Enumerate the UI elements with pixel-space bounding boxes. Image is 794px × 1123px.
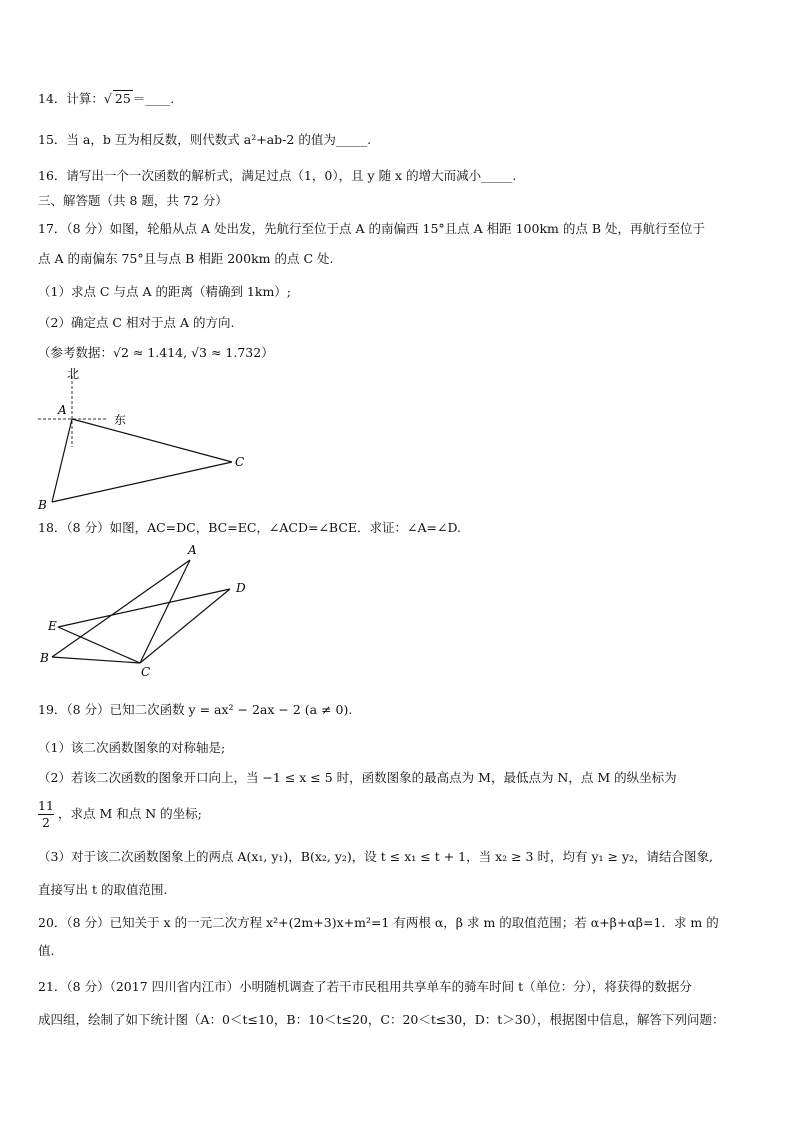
segment-bc xyxy=(52,657,140,663)
question-19-part1: （1）该二次函数图象的对称轴是; xyxy=(38,740,226,755)
label-d: D xyxy=(236,581,246,595)
label-b: B xyxy=(38,498,47,512)
segment-bc xyxy=(52,462,232,502)
segment-ec xyxy=(58,627,140,663)
question-17-part1: （1）求点 C 与点 A 的距离（精确到 1km）; xyxy=(38,284,292,299)
fraction xyxy=(38,798,54,831)
q18-figure xyxy=(30,540,270,680)
label-a: A xyxy=(58,403,67,417)
question-20-line2: 值. xyxy=(38,943,55,958)
question-17-reference: （参考数据：√2 ≈ 1.414, √3 ≈ 1.732） xyxy=(38,345,274,360)
segment-ac xyxy=(140,560,190,663)
section-heading: 三、解答题（共 8 题，共 72 分） xyxy=(38,193,228,208)
label-east: 东 xyxy=(114,413,127,427)
label-north: 北 xyxy=(67,367,80,381)
question-17-part2: （2）确定点 C 相对于点 A 的方向. xyxy=(38,315,235,330)
q17-figure xyxy=(30,362,260,512)
question-19-part2-continued: ，求点 M 和点 N 的坐标; xyxy=(58,806,202,821)
fraction-numerator: 11 xyxy=(38,798,54,813)
label-c: C xyxy=(235,455,245,469)
question-21-line2: 成四组，绘制了如下统计图（A：0＜t≤10，B：10＜t≤20，C：20＜t≤30，D：t＞30），根据图中信息，解答下列问题： xyxy=(38,1012,725,1027)
question-17-line2: 点 A 的南偏东 75°且与点 B 相距 200km 的点 C 处. xyxy=(38,251,334,266)
segment-dc xyxy=(140,589,230,663)
question-14 xyxy=(38,90,174,107)
sqrt-symbol: √ xyxy=(103,91,112,106)
question-19-part2: （2）若该二次函数的图象开口向上，当 −1 ≤ x ≤ 5 时，函数图象的最高点为 M，最低点为 N，点 M 的纵坐标为 xyxy=(38,770,677,785)
segment-ac xyxy=(72,419,232,462)
label-c: C xyxy=(141,665,151,679)
question-18: 18．（8 分）如图，AC=DC，BC=EC，∠ACD=∠BCE．求证：∠A=∠D. xyxy=(38,520,462,535)
question-16: 16．请写出一个一次函数的解析式，满足过点（1，0），且 y 随 x 的增大而减小_____. xyxy=(38,168,517,183)
question-15: 15．当 a，b 互为相反数，则代数式 a²+ab-2 的值为_____. xyxy=(38,132,372,147)
question-21-line1: 21．（8 分）（2017 四川省内江市）小明随机调查了若干市民租用共享单车的骑车时间 t（单位：分），将获得的数据分 xyxy=(38,979,692,994)
segment-ed xyxy=(58,589,230,627)
question-19: 19．（8 分）已知二次函数 y = ax² − 2ax − 2 (a ≠ 0). xyxy=(38,702,353,717)
label-b: B xyxy=(40,651,49,665)
question-17-line1: 17．（8 分）如图，轮船从点 A 处出发，先航行至位于点 A 的南偏西 15°且点 A 相距 100km 的点 B 处，再航行至位于 xyxy=(38,221,706,236)
q14-prefix: 14．计算： xyxy=(38,91,104,106)
q14-radicand: 25 xyxy=(114,91,131,106)
segment-ab xyxy=(52,419,72,502)
label-a: A xyxy=(188,543,197,557)
question-19-part3-continued: 直接写出 t 的取值范围. xyxy=(38,882,168,897)
segment-ab xyxy=(52,560,190,657)
question-20-line1: 20．（8 分）已知关于 x 的一元二次方程 x²+(2m+3)x+m²=1 有两根 α，β 求 m 的取值范围；若 α+β+αβ=1．求 m 的 xyxy=(38,915,719,930)
q14-suffix: ＝____. xyxy=(132,91,175,106)
fraction-denominator: 2 xyxy=(42,815,50,830)
label-e: E xyxy=(48,619,57,633)
question-19-part3: （3）对于该二次函数图象上的两点 A(x₁, y₁)，B(x₂, y₂)，设 t ≤ x₁ ≤ t + 1，当 x₂ ≥ 3 时，均有 y₁ ≥ y₂，请结合图象, xyxy=(38,849,713,864)
